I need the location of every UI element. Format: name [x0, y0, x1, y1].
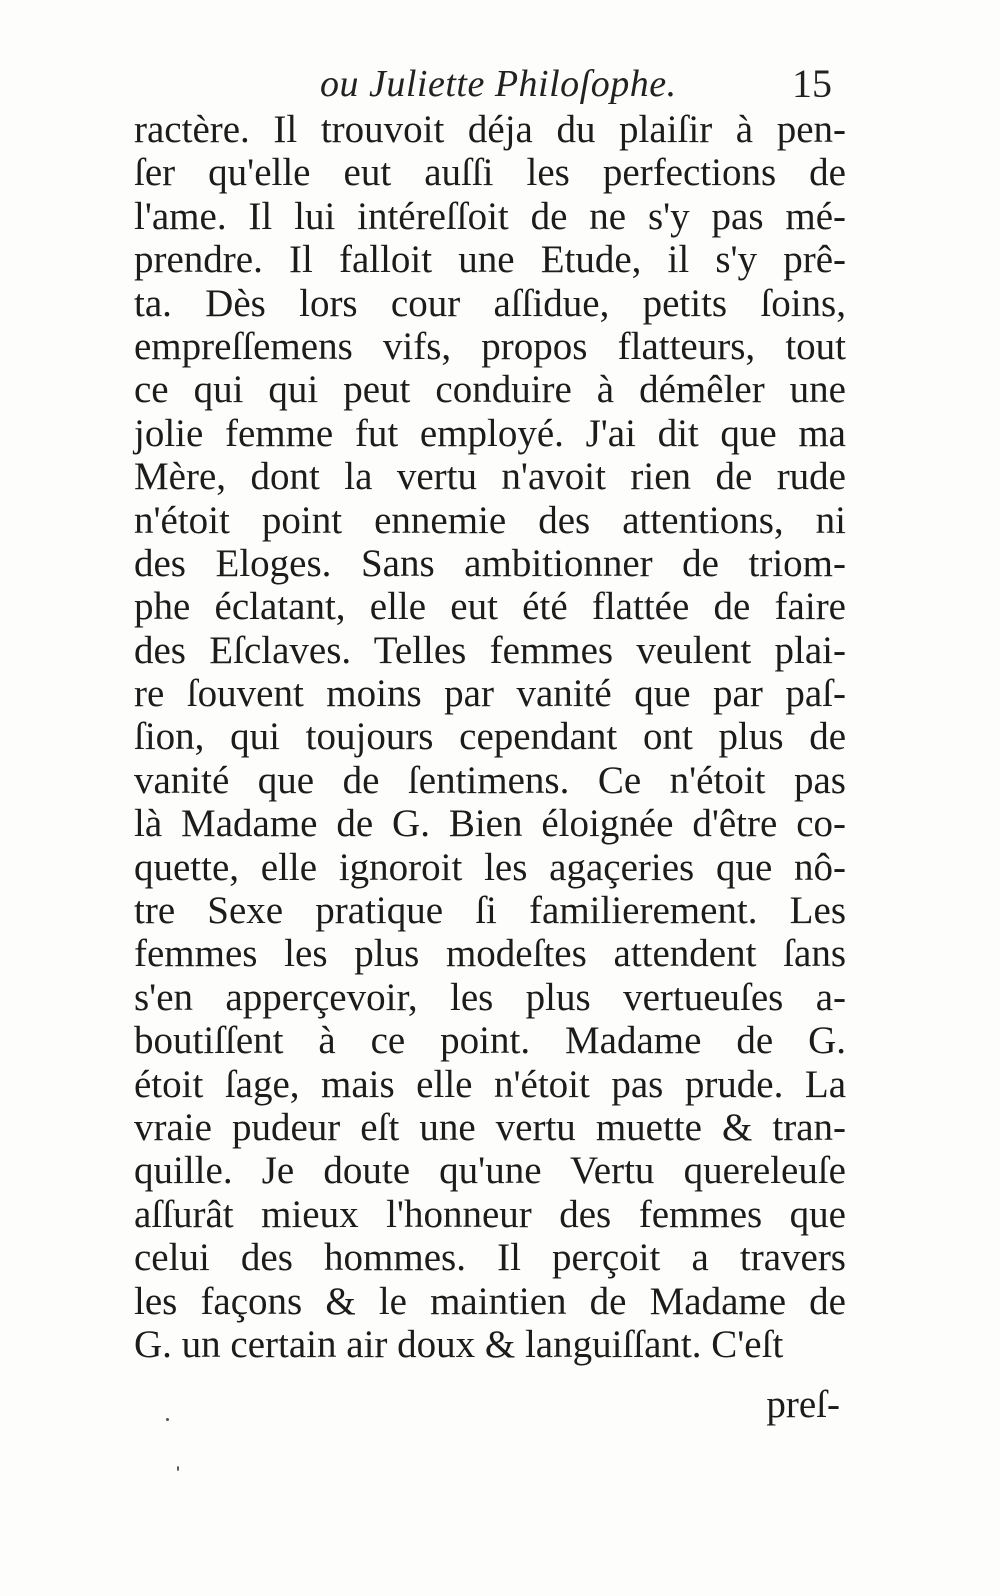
- running-title: ou Juliette Philoſophe.: [320, 63, 677, 105]
- text-line: ſer qu'elle eut auſſi les perfections de: [134, 151, 846, 195]
- text-line: quille. Je doute qu'une Vertu quereleuſe: [134, 1149, 846, 1193]
- text-line: l'ame. Il lui intéreſſoit de ne s'y pas mé-: [134, 194, 846, 238]
- text-line: empreſſemens vifs, propos flatteurs, tout: [134, 324, 846, 368]
- text-line: boutiſſent à ce point. Madame de G.: [134, 1019, 846, 1063]
- text-line: là Madame de G. Bien éloignée d'être co-: [134, 802, 846, 846]
- text-line: ractère. Il trouvoit déja du plaiſir à pen-: [134, 108, 846, 151]
- text-line: quette, elle ignoroit les agaçeries que nô-: [134, 845, 846, 889]
- text-line: phe éclatant, elle eut été flattée de faire: [134, 585, 846, 629]
- text-line: celui des hommes. Il perçoit a travers: [134, 1236, 846, 1280]
- text-line: G. un certain air doux & languiſſant. C'eſt: [134, 1322, 784, 1366]
- text-line: des Eloges. Sans ambitionner de triom-: [134, 541, 846, 585]
- text-line: ta. Dès lors cour aſſidue, petits ſoins,: [134, 281, 846, 325]
- text-line: tre Sexe pratique ſi familierement. Les: [134, 889, 846, 933]
- text-line: ce qui qui peut conduire à démêler une: [134, 368, 846, 412]
- page-number: 15: [792, 61, 832, 106]
- text-line: prendre. Il falloit une Etude, il s'y prê-: [134, 238, 846, 282]
- text-line: aſſurât mieux l'honneur des femmes que: [134, 1192, 846, 1236]
- text-line: femmes les plus modeſtes attendent ſans: [134, 932, 846, 976]
- scan-speck: [177, 1466, 179, 1471]
- text-line: re ſouvent moins par vanité que par paſ-: [134, 672, 846, 716]
- text-line: s'en apperçevoir, les plus vertueuſes a-: [134, 975, 846, 1019]
- text-line: les façons & le maintien de Madame de: [134, 1279, 846, 1323]
- text-line: Mère, dont la vertu n'avoit rien de rude: [134, 455, 846, 499]
- catchword: preſ-: [766, 1383, 840, 1426]
- text-line: n'étoit point ennemie des attentions, ni: [134, 498, 846, 542]
- text-line: étoit ſage, mais elle n'étoit pas prude. La: [134, 1062, 846, 1106]
- text-line: vraie pudeur eſt une vertu muette & tran-: [134, 1105, 846, 1149]
- body-text: [134, 108, 846, 1366]
- text-line: des Eſclaves. Telles femmes veulent plai-: [134, 628, 846, 672]
- text-line: ſion, qui toujours cependant ont plus de: [134, 715, 846, 759]
- text-line: jolie femme fut employé. J'ai dit que ma: [134, 411, 846, 455]
- scan-speck: [166, 1418, 169, 1421]
- text-line: vanité que de ſentimens. Ce n'étoit pas: [134, 758, 846, 802]
